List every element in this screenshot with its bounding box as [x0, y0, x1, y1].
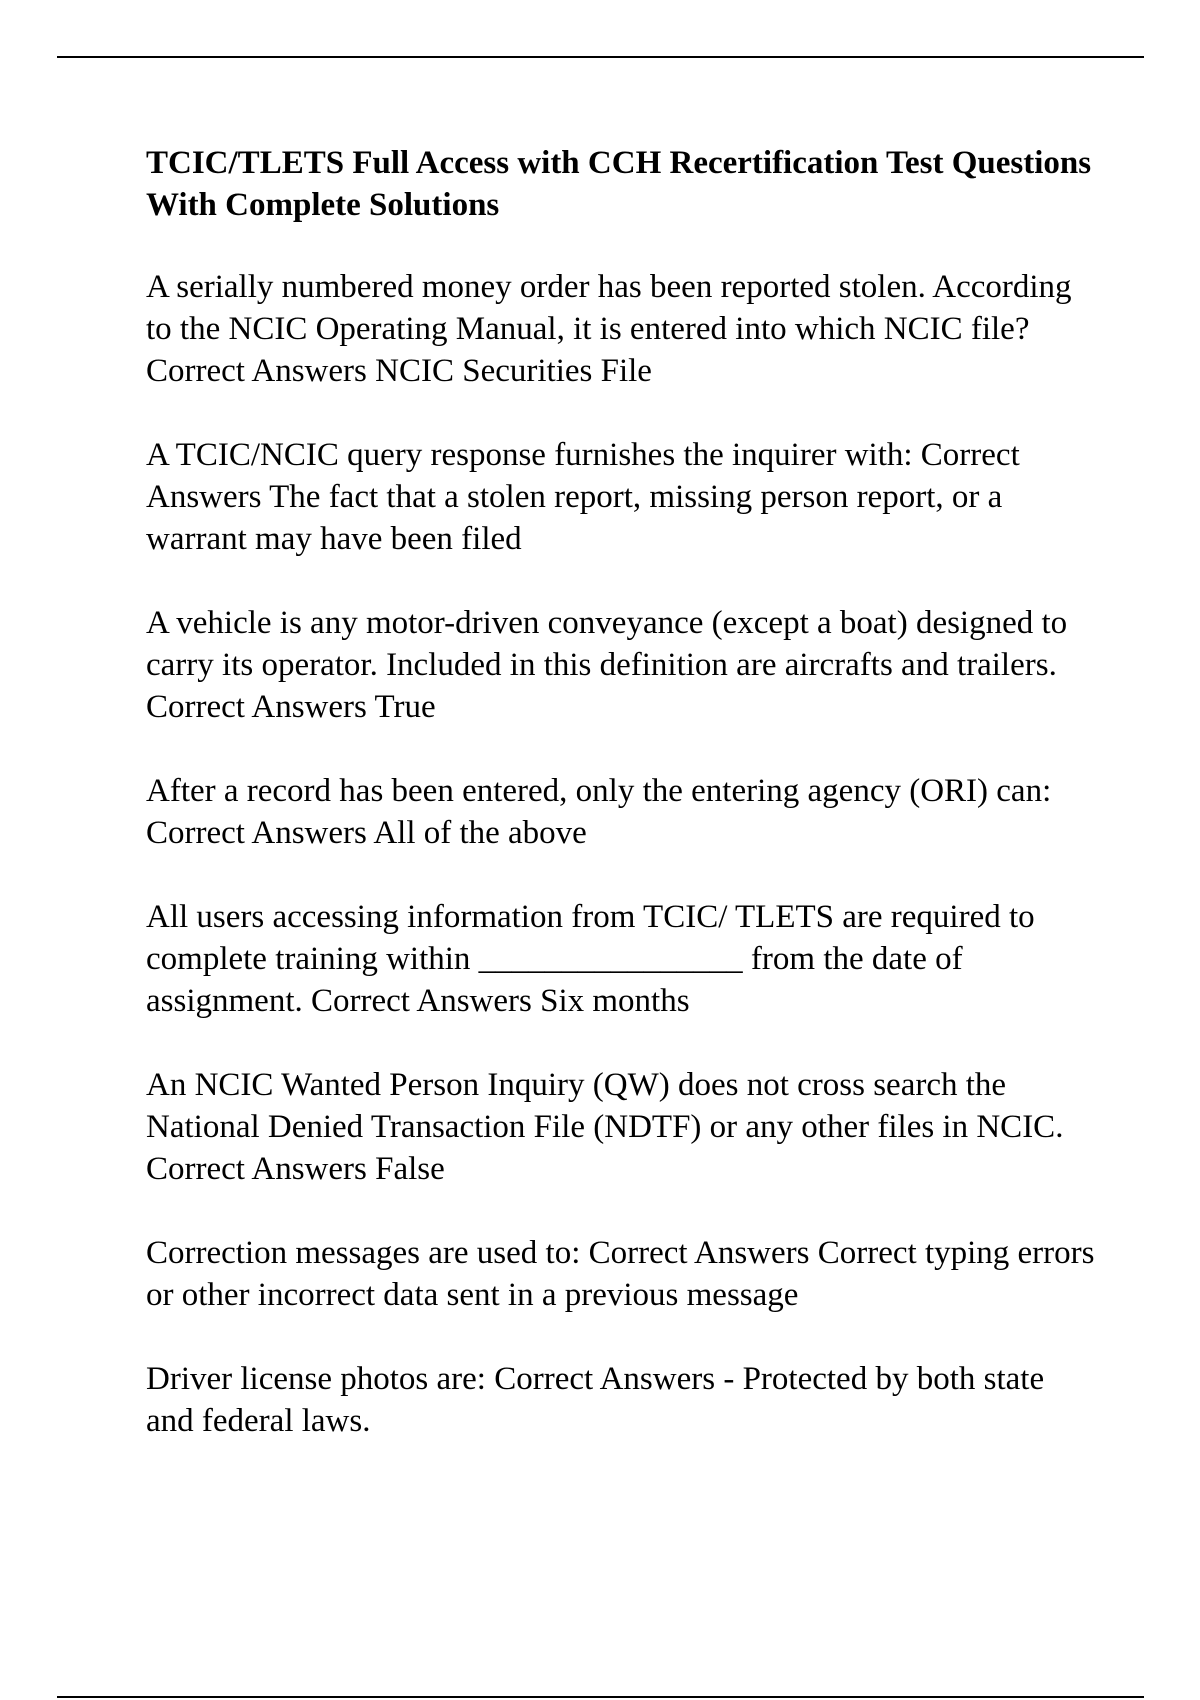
answer-text: All of the above	[373, 815, 587, 851]
answer-marker: Correct Answers	[588, 1235, 810, 1271]
question-text: An NCIC Wanted Person Inquiry (QW) does not cross search the National Denied Transaction File (NDTF) or any other files in NCIC.	[146, 1067, 1064, 1145]
document-title: TCIC/TLETS Full Access with CCH Recertification Test Questions With Complete Solutions	[146, 145, 1092, 223]
answer-text: True	[374, 689, 436, 725]
question-text: All users accessing information from TCIC/ TLETS are required to complete training within ________________ from the date of assignment.	[146, 899, 1043, 1019]
qa-item	[146, 602, 1096, 728]
answer-marker: Correct Answers	[310, 983, 532, 1019]
question-text: Correction messages are used to:	[146, 1235, 581, 1271]
answer-marker: Correct Answers	[146, 437, 1027, 515]
qa-item	[146, 434, 1096, 560]
question-text: A vehicle is any motor-driven conveyance (except a boat) designed to carry its operator. Included in this definition are aircrafts and trailers.	[146, 605, 1076, 683]
question-text: Driver license photos are:	[146, 1361, 486, 1397]
answer-text: Six months	[540, 983, 690, 1019]
answer-marker: Correct Answers	[494, 1361, 716, 1397]
question-text: A serially numbered money order has been reported stolen. According to the NCIC Operating Manual, it is entered into which NCIC file?	[146, 269, 1080, 347]
answer-marker: Correct Answers	[146, 353, 367, 389]
answer-text: Correct typing errors or other incorrect data sent in a previous message	[146, 1235, 1103, 1313]
question-text: After a record has been entered, only the entering agency (ORI) can:	[146, 773, 1052, 809]
answer-marker: Correct Answers	[146, 815, 367, 851]
answer-text: False	[375, 1151, 445, 1187]
answer-text: - Protected by both state and federal laws.	[146, 1361, 1053, 1439]
answer-text: NCIC Securities File	[375, 353, 652, 389]
qa-list	[146, 266, 1103, 1442]
qa-item	[146, 1232, 1103, 1316]
document-body	[146, 142, 1103, 1484]
answer-marker: Correct Answers	[146, 689, 367, 725]
qa-item	[146, 896, 1096, 1022]
answer-text: The fact that a stolen report, missing person report, or a warrant may have been filed	[146, 479, 1011, 557]
footer-rule	[57, 1696, 1144, 1698]
qa-item	[146, 266, 1096, 392]
answer-marker: Correct Answers	[146, 1151, 367, 1187]
question-text: A TCIC/NCIC query response furnishes the inquirer with:	[146, 437, 913, 473]
qa-item	[146, 1358, 1096, 1442]
qa-item	[146, 1064, 1096, 1190]
qa-item	[146, 770, 1096, 854]
header-rule	[57, 56, 1144, 58]
